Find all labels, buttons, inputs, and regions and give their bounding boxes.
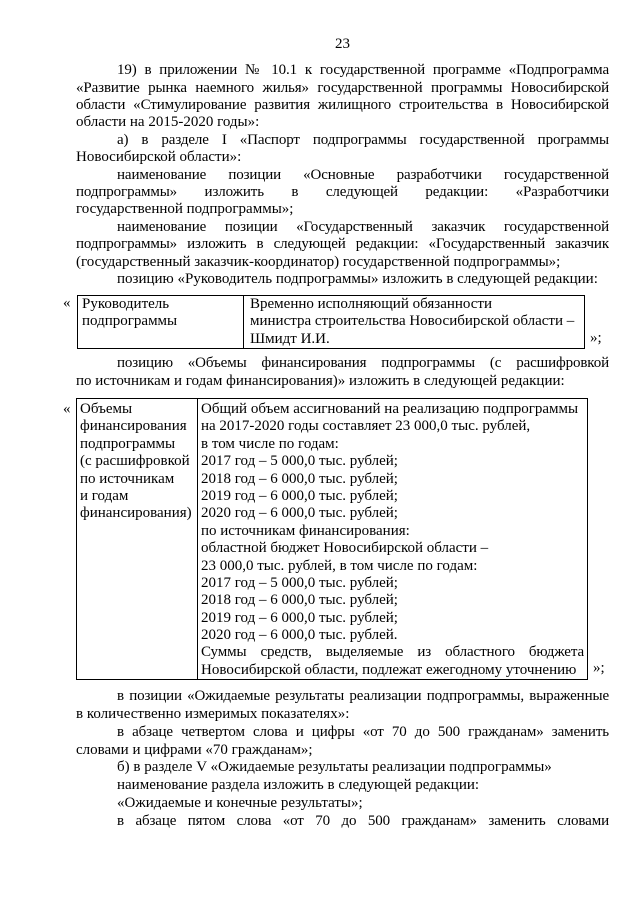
head-table-value-line: министра строительства Новосибирской области – bbox=[250, 313, 575, 330]
funding-table-value-line: 2019 год – 6 000,0 тыс. рублей; bbox=[201, 487, 398, 504]
item-19-intro-line: области на 2015-2020 годы»: bbox=[76, 114, 260, 131]
item-19-intro-line: области «Стимулирование развития жилищного строительства в Новосибирской bbox=[76, 97, 609, 114]
funding-table-close-quote: »; bbox=[593, 660, 605, 676]
funding-table-label-line: и годам bbox=[80, 487, 129, 504]
head-table-close-quote: »; bbox=[590, 330, 602, 346]
funding-table-value-line: в том числе по годам: bbox=[201, 435, 339, 452]
funding-table-label-line: подпрограммы bbox=[80, 435, 176, 452]
amendment-text-middle bbox=[76, 355, 609, 390]
funding-table-value-line: Общий объем ассигнований на реализацию подпрограммы bbox=[201, 401, 579, 417]
developers-position-line: государственной подпрограммы»; bbox=[76, 201, 294, 218]
head-table-open-quote: « bbox=[63, 295, 71, 311]
funding-table bbox=[76, 398, 588, 680]
funding-table-value-line: на 2017-2020 годы составляет 23 000,0 тыс. рублей, bbox=[201, 418, 531, 435]
head-table-value-line: Временно исполняющий обязанности bbox=[250, 296, 493, 312]
funding-table-value-line: по источникам финансирования: bbox=[201, 522, 410, 539]
funding-table-label-cell bbox=[77, 399, 198, 679]
amendment-text-top bbox=[76, 62, 609, 288]
subitem-a-intro-line: а) в разделе I «Паспорт подпрограммы государственной программы bbox=[117, 131, 609, 148]
subitem-a-intro-line: Новосибирской области»: bbox=[76, 149, 242, 166]
funding-table-value-cell bbox=[198, 399, 587, 679]
developers-position-line: наименование позиции «Основные разработчики государственной bbox=[117, 166, 609, 183]
head-table bbox=[77, 295, 585, 349]
funding-table-value-line: 2019 год – 6 000,0 тыс. рублей; bbox=[201, 609, 398, 626]
results-position-line: в позиции «Ожидаемые результаты реализации подпрограммы, выраженные bbox=[117, 688, 609, 705]
paragraph-5-change-line: в абзаце пятом слова «от 70 до 500 гражданам» заменить словами bbox=[117, 812, 609, 829]
paragraph-4-change-line: словами и цифрами «70 гражданам»; bbox=[76, 741, 313, 758]
funding-table-value-line: Суммы средств, выделяемые из областного бюджета bbox=[201, 644, 584, 661]
new-title-line: «Ожидаемые и конечные результаты»; bbox=[117, 795, 363, 812]
funding-position-line: по источникам и годам финансирования)» изложить в следующей редакции: bbox=[76, 372, 565, 389]
funding-table-open-quote: « bbox=[63, 401, 71, 417]
funding-table-label-line: финансирования bbox=[80, 418, 187, 435]
head-position-line: позицию «Руководитель подпрограммы» изложить в следующей редакции: bbox=[117, 270, 598, 287]
head-table-value-line: Шмидт И.И. bbox=[250, 330, 330, 347]
customer-position-line: наименование позиции «Государственный заказчик государственной bbox=[117, 218, 609, 235]
developers-position-line: подпрограммы» изложить в следующей редакции: «Разработчики bbox=[76, 184, 609, 201]
item-19-intro-line: 19) в приложении № 10.1 к государственной программе «Подпрограмма bbox=[117, 62, 609, 79]
paragraph-4-change-line: в абзаце четвертом слова и цифры «от 70 до 500 гражданам» заменить bbox=[117, 723, 609, 740]
funding-table-value-line: 2017 год – 5 000,0 тыс. рублей; bbox=[201, 453, 398, 470]
funding-table-value-line: 2020 год – 6 000,0 тыс. рублей; bbox=[201, 505, 398, 522]
funding-table-value-line: 2020 год – 6 000,0 тыс. рублей. bbox=[201, 627, 398, 644]
item-19-intro-line: «Развитие рынка наемного жилья» государственной программы Новосибирской bbox=[76, 79, 609, 96]
page-number: 23 bbox=[335, 36, 350, 52]
funding-table-label-line: финансирования) bbox=[80, 505, 192, 522]
funding-position-line: позицию «Объемы финансирования подпрограммы (с расшифровкой bbox=[117, 355, 609, 372]
funding-table-value-line: Новосибирской области, подлежат ежегодному уточнению bbox=[201, 661, 577, 678]
funding-table-value-line: 2018 год – 6 000,0 тыс. рублей; bbox=[201, 470, 398, 487]
head-table-label-cell bbox=[78, 296, 244, 348]
title-change-line: наименование раздела изложить в следующей редакции: bbox=[117, 777, 480, 794]
head-table-value-cell bbox=[244, 296, 584, 348]
funding-table-label-line: Объемы bbox=[80, 401, 133, 417]
funding-table-label-line: (с расшифровкой bbox=[80, 453, 190, 470]
funding-table-value-line: 2017 год – 5 000,0 тыс. рублей; bbox=[201, 574, 398, 591]
funding-table-value-line: областной бюджет Новосибирской области – bbox=[201, 540, 489, 557]
results-position-line: в количественно измеримых показателях»: bbox=[76, 706, 350, 723]
funding-table-value-line: 2018 год – 6 000,0 тыс. рублей; bbox=[201, 592, 398, 609]
customer-position-line: подпрограммы» изложить в следующей редакции: «Государственный заказчик bbox=[76, 236, 609, 253]
head-table-label-line: Руководитель bbox=[82, 296, 170, 312]
funding-table-label-line: по источникам bbox=[80, 470, 175, 487]
funding-table-value-line: 23 000,0 тыс. рублей, в том числе по годам: bbox=[201, 557, 478, 574]
customer-position-line: (государственный заказчик-координатор) государственной подпрограммы»; bbox=[76, 253, 561, 270]
subitem-b-intro-line: б) в разделе V «Ожидаемые результаты реализации подпрограммы» bbox=[117, 759, 552, 776]
amendment-text-bottom bbox=[76, 688, 609, 830]
head-table-label-line: подпрограммы bbox=[82, 313, 178, 330]
